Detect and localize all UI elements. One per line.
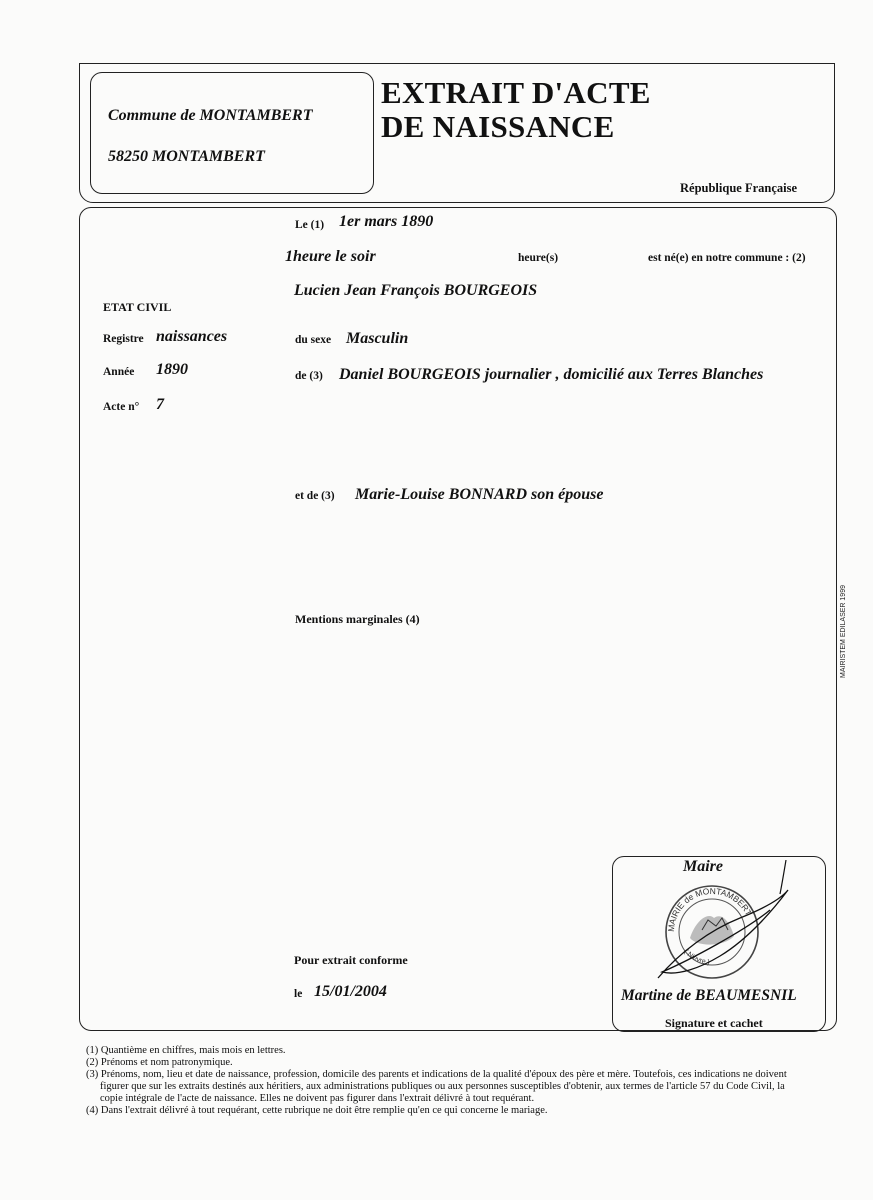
extrait-conforme-label: Pour extrait conforme (294, 953, 408, 967)
footnote-3: (3) Prénoms, nom, lieu et date de naissance, profession, domicile des parents et indications de la qualité d'époux des père et mère. Toutefois, ces indications ne doivent (86, 1069, 787, 1080)
seal-text-bottom: ( Nièvre ) (682, 948, 710, 967)
born-label: est né(e) en notre commune : (2) (648, 252, 806, 264)
acte-value: 7 (156, 396, 164, 413)
document-title-line1: EXTRAIT D'ACTE (381, 75, 651, 110)
annee-label: Année (103, 366, 135, 378)
sexe-label: du sexe (295, 334, 332, 346)
footnote-4: (4) Dans l'extrait délivré à tout requérant, cette rubrique ne doit être remplie qu'en ce qui concerne le mariage. (86, 1105, 548, 1116)
republic-label: République Française (680, 181, 798, 195)
father-label: de (3) (295, 370, 323, 382)
annee-value: 1890 (156, 361, 188, 378)
birth-date: 1er mars 1890 (339, 213, 434, 230)
birth-time: 1heure le soir (285, 248, 376, 265)
footnote-2: (2) Prénoms et nom patronymique. (86, 1057, 233, 1068)
maire-name: Martine de BEAUMESNIL (621, 987, 797, 1004)
signature-caption: Signature et cachet (665, 1016, 763, 1030)
footnote-1: (1) Quantième en chiffres, mais mois en lettres. (86, 1045, 286, 1056)
footnote-3-cont1: figurer que sur les extraits destinés aux héritiers, aux administrations publiques ou aux personnes susceptibles d'obtenir, aux termes de l'article 57 du Code Civil, la (100, 1081, 785, 1092)
etat-civil-label: ETAT CIVIL (103, 300, 172, 314)
mother-label: et de (3) (295, 490, 335, 502)
mairie-seal (650, 860, 810, 990)
commune-address: 58250 MONTAMBERT (108, 148, 265, 165)
le-label: Le (1) (295, 219, 325, 231)
child-name: Lucien Jean François BOURGEOIS (294, 282, 538, 299)
issue-date: 15/01/2004 (314, 983, 387, 1000)
heures-label: heure(s) (518, 252, 559, 264)
sexe-value: Masculin (346, 330, 409, 347)
le2-label: le (294, 988, 303, 1000)
seal-text-top: MAIRIE de MONTAMBERT (665, 885, 754, 933)
registre-value: naissances (156, 328, 228, 345)
commune-name: Commune de MONTAMBERT (108, 107, 313, 124)
acte-label: Acte n° (103, 401, 140, 413)
maire-label: Maire (683, 858, 723, 875)
document-title-line2: DE NAISSANCE (381, 109, 615, 144)
mentions-label: Mentions marginales (4) (295, 612, 420, 626)
mother-value: Marie-Louise BONNARD son épouse (355, 486, 604, 503)
commune-box (90, 72, 374, 194)
footnote-3-cont2: copie intégrale de l'acte de naissance. Elles ne doivent pas figurer dans l'extrait délivré à tout requérant. (100, 1093, 535, 1104)
father-value: Daniel BOURGEOIS journalier , domicilié aux Terres Blanches (339, 366, 764, 383)
registre-label: Registre (103, 333, 144, 345)
side-print: MAIRISTEM EDILASER 1999 (840, 585, 847, 678)
